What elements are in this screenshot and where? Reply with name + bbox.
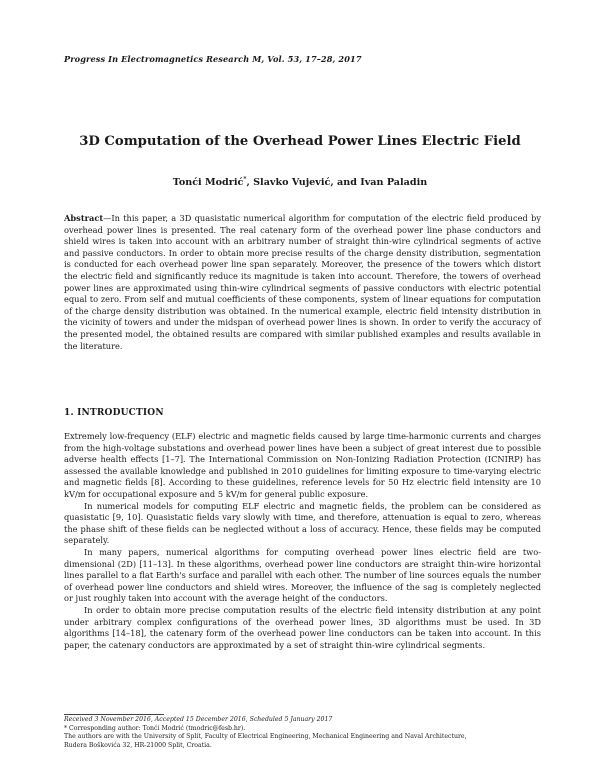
section-heading-introduction: 1. INTRODUCTION [64, 408, 164, 418]
abstract [64, 213, 541, 352]
footnote-affiliation-line-2: Rudera Boškovića 32, HR-21000 Split, Croatia. [64, 741, 212, 749]
journal-header: Progress In Electromagnetics Research M, Vol. 53, 17–28, 2017 [64, 54, 362, 64]
introduction-body [64, 431, 541, 651]
abstract-label: Abstract [64, 213, 104, 223]
corresponding-author-mark: * [243, 176, 247, 183]
footnotes [64, 716, 541, 750]
author-list [0, 176, 600, 188]
paragraph-1: Extremely low-frequency (ELF) electric and magnetic fields caused by large time-harmonic currents and charges from the high-voltage substations and overhead power lines have been a subject of great interest due to possible adverse health effects [1–7]. The International Commission on Non-Ionizing Radiation Protection (ICNIRP) has assessed the available knowledge and published in 2010 guidelines for limiting exposure to time-varying electric and magnetic fields [8]. According to these guidelines, reference levels for 50 Hz electric field intensity are 10 kV/m for occupational exposure and 5 kV/m for general public exposure. [64, 431, 541, 499]
abstract-dash: — [103, 213, 112, 223]
footnote-dates: Received 3 November 2016, Accepted 15 December 2016, Scheduled 5 January 2017 [64, 716, 333, 723]
paragraph-3: In many papers, numerical algorithms for computing overhead power lines electric field are two-dimensional (2D) [11–13]. In these algorithms, overhead power line conductors are straight thin-wire horizontal lines parallel to a flat Earth's surface and parallel with each other. The number of line sources equals the number of overhead power line conductors and shield wires. Moreover, the influence of the sag is completely neglected or just roughly taken into account with the average height of the conductors. [64, 546, 541, 604]
paragraph-2: In numerical models for computing ELF electric and magnetic fields, the problem can be considered as quasistatic [9, 10]. Quasistatic fields vary slowly with time, and therefore, attenuation is equal to zero, whereas the phase shift of these fields can be neglected without a loss of accuracy. Hence, these fields may be computed separately. [64, 500, 541, 546]
footnote-divider [64, 714, 164, 715]
author-corresponding: Tonći Modrić [172, 177, 244, 189]
author-others: , Slavko Vujević, and Ivan Paladin [246, 177, 428, 189]
footnote-corresponding-author: * Corresponding author: Tonći Modrić (tmodric@fesb.hr). [64, 724, 246, 732]
abstract-text: In this paper, a 3D quasistatic numerical algorithm for computation of the electric field produced by overhead power lines is presented. The real catenary form of the overhead power line phase conductors and shield wires is taken into account with an arbitrary number of straight thin-wire cylindrical segments of active and passive conductors. In order to obtain more precise results of the charge density distribution, segmentation is conducted for each overhead power line span separately. Moreover, the presence of the towers which distort the electric field and significantly reduce its magnitude is taken into account. Therefore, the towers of overhead power lines are approximated using thin-wire cylindrical segments of passive conductors with electric potential equal to zero. From self and mutual coefficients of these components, system of linear equations for computation of the charge density distribution was obtained. In the numerical example, electric field intensity distribution in the vicinity of towers and under the midspan of overhead power lines is shown. In order to verify the accuracy of the presented model, the obtained results are compared with similar published examples and results available in the literature. [64, 213, 541, 351]
paper-title: 3D Computation of the Overhead Power Lines Electric Field [79, 134, 521, 149]
footnote-affiliation-line-1: The authors are with the University of Split, Faculty of Electrical Engineering, Mechanical Engineering and Naval Architecture, [64, 733, 467, 741]
paragraph-4: In order to obtain more precise computation results of the electric field intensity distribution at any point under arbitrary complex configurations of the overhead power lines, 3D algorithms must be used. In 3D algorithms [14–18], the catenary form of the overhead power line conductors can be taken into account. In this paper, the catenary conductors are approximated by a set of straight thin-wire cylindrical segments. [64, 604, 541, 650]
